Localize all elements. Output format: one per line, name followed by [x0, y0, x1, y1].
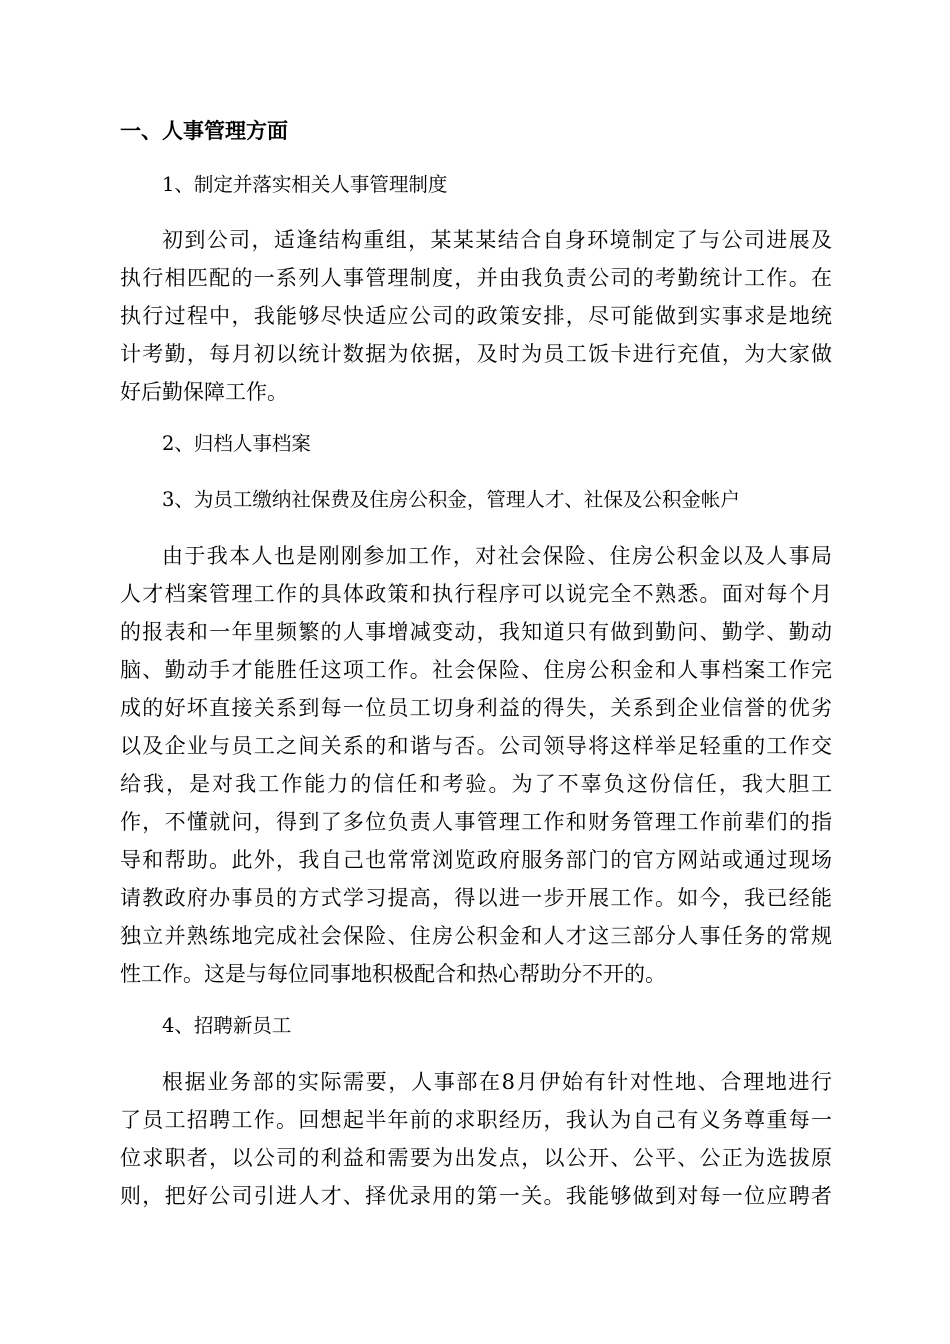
paragraph-line: 导和帮助。此外，我自己也常常浏览政府服务部门的官方网站或通过现场: [120, 848, 832, 872]
paragraph-line: 计考勤，每月初以统计数据为依据，及时为员工饭卡进行充值，为大家做: [120, 342, 832, 366]
paragraph-line: 性工作。这是与每位同事地积极配合和热心帮助分不开的。: [120, 962, 666, 986]
paragraph-line: 给我，是对我工作能力的信任和考验。为了不辜负这份信任，我大胆工: [120, 772, 832, 796]
paragraph-line: 以及企业与员工之间关系的和谐与否。公司领导将这样举足轻重的工作交: [120, 734, 832, 758]
paragraph-line: 脑、勤动手才能胜任这项工作。社会保险、住房公积金和人事档案工作完: [120, 658, 832, 682]
subsection-title-1: 1、制定并落实相关人事管理制度: [162, 173, 448, 196]
paragraph-line: 好后勤保障工作。: [120, 380, 288, 404]
paragraph-line: 则，把好公司引进人才、择优录用的第一关。我能够做到对每一位应聘者: [120, 1184, 832, 1208]
paragraph-line: 人才档案管理工作的具体政策和执行程序可以说完全不熟悉。面对每个月: [120, 582, 832, 606]
paragraph-line: 执行过程中，我能够尽快适应公司的政策安排，尽可能做到实事求是地统: [120, 304, 832, 328]
subsection-title-2: 2、归档人事档案: [162, 432, 311, 455]
paragraph-line: 位求职者，以公司的利益和需要为出发点，以公开、公平、公正为选拔原: [120, 1146, 832, 1170]
paragraph-line: 作，不懂就问，得到了多位负责人事管理工作和财务管理工作前辈们的指: [120, 810, 832, 834]
paragraph-line: 了员工招聘工作。回想起半年前的求职经历，我认为自己有义务尊重每一: [120, 1108, 832, 1132]
paragraph-line: 成的好坏直接关系到每一位员工切身利益的得失，关系到企业信誉的优劣: [120, 696, 832, 720]
paragraph-line: 执行相匹配的一系列人事管理制度，并由我负责公司的考勤统计工作。在: [120, 266, 832, 290]
subsection-title-4: 4、招聘新员工: [162, 1014, 292, 1037]
paragraph-line: 初到公司，适逢结构重组，某某某结合自身环境制定了与公司进展及: [162, 228, 832, 252]
paragraph-line: 独立并熟练地完成社会保险、住房公积金和人才这三部分人事任务的常规: [120, 924, 832, 948]
section-heading: 一、人事管理方面: [120, 119, 288, 143]
paragraph-line: 根据业务部的实际需要，人事部在8月伊始有针对性地、合理地进行: [162, 1070, 832, 1094]
paragraph-line: 请教政府办事员的方式学习提高，得以进一步开展工作。如今，我已经能: [120, 886, 832, 910]
paragraph-line: 的报表和一年里频繁的人事增减变动，我知道只有做到勤问、勤学、勤动: [120, 620, 832, 644]
subsection-title-3: 3、为员工缴纳社保费及住房公积金，管理人才、社保及公积金帐户: [162, 488, 740, 511]
paragraph-line: 由于我本人也是刚刚参加工作，对社会保险、住房公积金以及人事局: [162, 544, 832, 568]
